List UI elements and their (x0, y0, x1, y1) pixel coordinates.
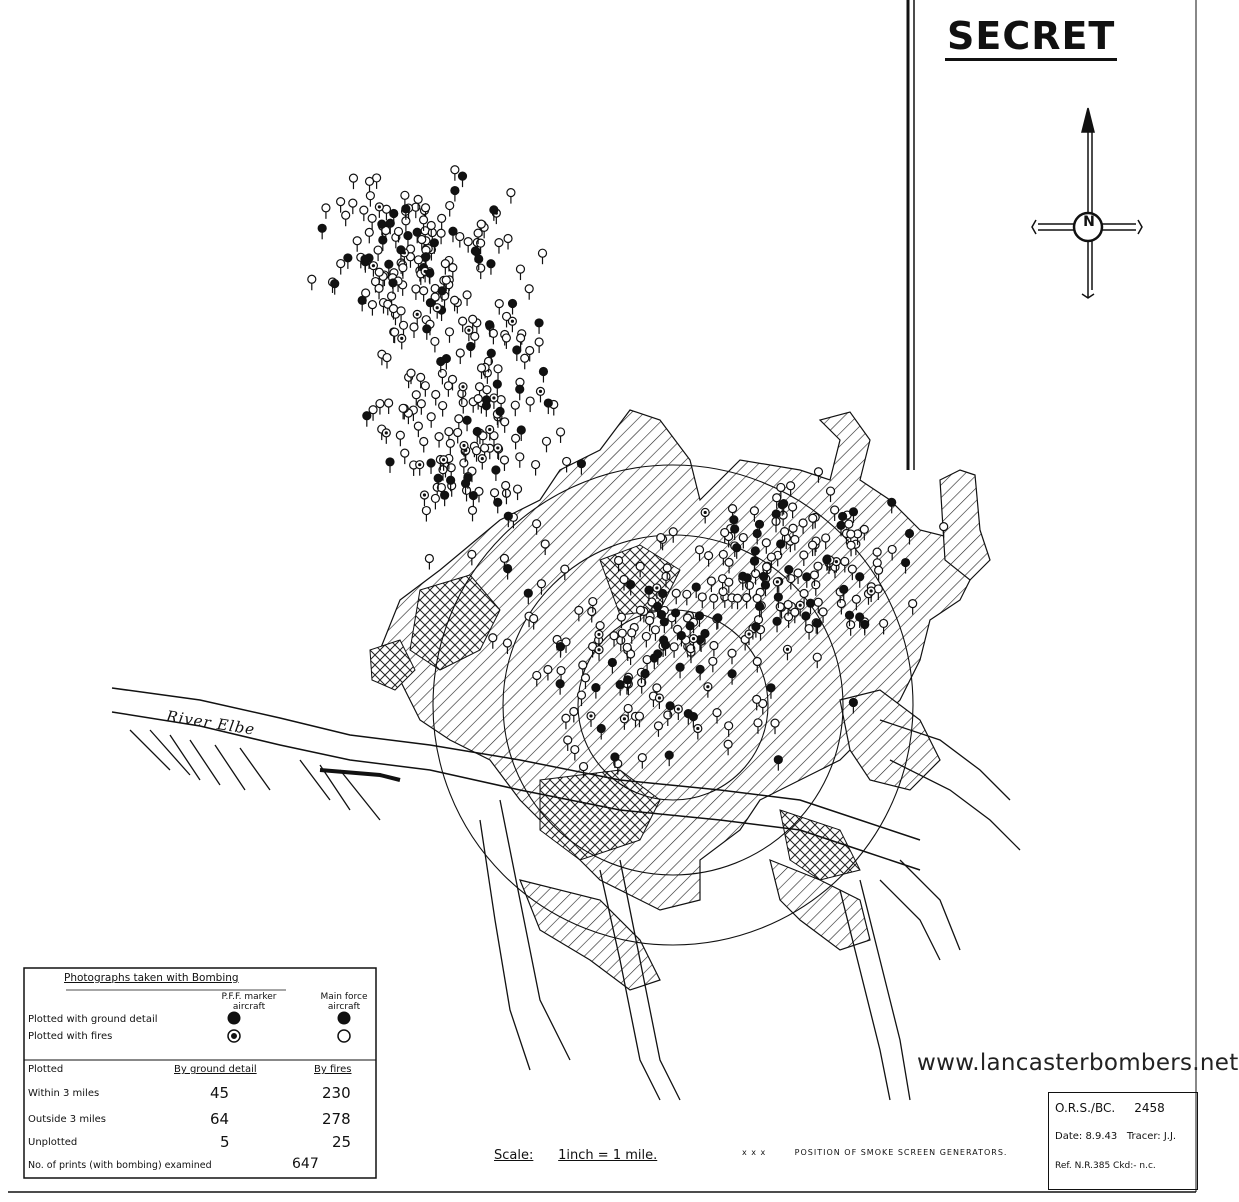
pff-fires-symbol (416, 461, 424, 476)
pff-ground-symbol (494, 498, 502, 513)
built-up-areas (370, 410, 990, 990)
main-ground-symbol (509, 300, 517, 315)
main-fires-symbol (501, 418, 509, 433)
main-ground-symbol (463, 416, 471, 431)
pff-ground-symbol (427, 459, 435, 474)
main-ground-symbol (467, 342, 475, 357)
main-fires-symbol (446, 202, 454, 217)
main-fires-symbol (507, 189, 515, 204)
pff-fires-symbol (398, 334, 406, 349)
main-fires-symbol (383, 354, 391, 369)
main-fires-symbol (353, 237, 361, 252)
main-ground-symbol (487, 260, 495, 275)
main-fires-symbol (511, 401, 519, 416)
main-fires-symbol (542, 437, 550, 452)
north-indicator: N (1083, 214, 1095, 230)
pff-ground-symbol (363, 412, 371, 427)
pff-fires-symbol (433, 304, 441, 319)
ref-number: 2458 (1134, 1101, 1165, 1115)
smoke-screen-label: POSITION OF SMOKE SCREEN GENERATORS. (794, 1148, 1008, 1157)
main-fires-symbol (385, 399, 393, 414)
ref-ors: O.R.S./BC. (1055, 1101, 1116, 1115)
legend-examined-label: No. of prints (with bombing) examined (28, 1160, 212, 1171)
main-fires-symbol (502, 489, 510, 504)
scale-label: Scale: (494, 1148, 534, 1163)
main-fires-symbol (431, 494, 439, 509)
main-ground-symbol (344, 254, 352, 269)
main-fires-symbol (441, 260, 449, 275)
main-fires-symbol (349, 199, 357, 214)
main-fires-symbol (557, 428, 565, 443)
legend-row-label: Within 3 miles (28, 1088, 100, 1099)
main-ground-symbol (389, 279, 397, 294)
main-fires-symbol (337, 260, 345, 275)
legend-row-label: Outside 3 miles (28, 1114, 106, 1125)
smoke-screen-note (742, 1148, 1007, 1157)
main-fires-symbol (439, 402, 447, 417)
legend-head-ground: By ground detail (174, 1064, 257, 1075)
main-ground-symbol (451, 187, 459, 202)
main-fires-symbol (337, 198, 345, 213)
main-fires-symbol (421, 382, 429, 397)
classification-stamp: SECRET (945, 14, 1117, 61)
main-fires-symbol (399, 264, 407, 279)
smoke-screen-symbol: x x x (742, 1148, 767, 1157)
main-fires-symbol (438, 369, 446, 384)
main-fires-symbol (521, 354, 529, 369)
main-ground-symbol (469, 492, 477, 507)
pff-fires-symbol (490, 394, 498, 409)
main-fires-symbol (451, 166, 459, 181)
main-fires-symbol (494, 365, 502, 380)
main-fires-symbol (349, 174, 357, 189)
main-fires-symbol (459, 399, 467, 414)
legend-col-pff: P.F.F. marker aircraft (221, 992, 277, 1012)
main-fires-symbol (489, 329, 497, 344)
main-fires-symbol (535, 338, 543, 353)
main-fires-symbol (504, 235, 512, 250)
main-fires-symbol (342, 211, 350, 226)
main-fires-symbol (477, 264, 485, 279)
legend-row-fires-value: 278 (322, 1110, 351, 1128)
main-fires-symbol (539, 249, 547, 264)
main-fires-symbol (391, 328, 399, 343)
pff-ground-symbol (426, 269, 434, 284)
legend-row-label: Unplotted (28, 1137, 78, 1148)
legend-title: Photographs taken with Bombing (64, 972, 239, 984)
pff-fires-symbol (375, 203, 383, 218)
pff-fires-symbol (508, 317, 516, 332)
pff-ground-symbol (397, 246, 405, 261)
main-fires-symbol (427, 413, 435, 428)
main-fires-symbol (463, 291, 471, 306)
main-ground-symbol (404, 232, 412, 247)
main-fires-symbol (417, 400, 425, 415)
ref-tracer: Tracer: J.J. (1126, 1131, 1177, 1142)
main-ground-symbol (535, 319, 543, 334)
main-fires-symbol (516, 453, 524, 468)
main-fires-symbol (432, 391, 440, 406)
main-fires-symbol (412, 285, 420, 300)
legend-row-ground-value: 45 (210, 1084, 230, 1102)
pff-ground-symbol (544, 399, 552, 414)
main-fires-symbol (444, 382, 452, 397)
main-fires-symbol (396, 431, 404, 446)
main-fires-symbol (526, 397, 534, 412)
pff-fires-symbol (420, 491, 428, 506)
main-fires-symbol (414, 422, 422, 437)
main-ground-symbol (386, 458, 394, 473)
legend-row-ground: Plotted with ground detail (28, 1014, 158, 1025)
main-fires-symbol (445, 328, 453, 343)
main-fires-symbol (360, 206, 368, 221)
main-ground-symbol (459, 172, 467, 187)
main-fires-symbol (456, 233, 464, 248)
ref-number-line: Ref. N.R.385 Ckd:- n.c. (1055, 1161, 1156, 1171)
main-fires-symbol (495, 239, 503, 254)
main-ground-symbol (516, 385, 524, 400)
main-fires-symbol (446, 439, 454, 454)
legend (24, 968, 376, 1178)
legend-head-fires: By fires (314, 1064, 352, 1075)
pff-ground-symbol (318, 224, 326, 239)
pff-fires-symbol (382, 429, 390, 444)
main-fires-symbol (435, 433, 443, 448)
main-fires-symbol (375, 284, 383, 299)
main-fires-symbol (322, 204, 330, 219)
pff-fires-symbol (536, 387, 544, 402)
pff-fires-symbol (494, 444, 502, 459)
main-fires-symbol (420, 437, 428, 452)
legend-head-plotted: Plotted (28, 1064, 64, 1075)
main-fires-symbol (460, 459, 468, 474)
main-fires-symbol (374, 246, 382, 261)
main-fires-symbol (425, 555, 433, 570)
main-fires-symbol (399, 404, 407, 419)
legend-col-main: Main force aircraft (320, 992, 368, 1012)
main-fires-symbol (366, 192, 374, 207)
main-fires-symbol (495, 300, 503, 315)
main-fires-symbol (431, 337, 439, 352)
main-fires-symbol (438, 214, 446, 229)
ref-date: Date: 8.9.43 (1055, 1131, 1118, 1142)
main-fires-symbol (502, 334, 510, 349)
compass-rose (1032, 108, 1142, 298)
pff-ground-symbol (423, 325, 431, 340)
main-fires-symbol (469, 506, 477, 521)
main-fires-symbol (420, 287, 428, 302)
main-ground-symbol (539, 367, 547, 382)
main-fires-symbol (456, 349, 464, 364)
main-fires-symbol (516, 265, 524, 280)
main-fires-symbol (514, 485, 522, 500)
main-fires-symbol (512, 434, 520, 449)
main-ground-symbol (493, 380, 501, 395)
main-fires-symbol (401, 449, 409, 464)
main-fires-symbol (376, 400, 384, 415)
main-fires-symbol (478, 364, 486, 379)
river-label: River Elbe (165, 707, 257, 739)
main-ground-symbol (358, 296, 366, 311)
legend-row-ground-value: 5 (220, 1133, 230, 1151)
main-fires-symbol (455, 415, 463, 430)
main-fires-symbol (532, 461, 540, 476)
legend-row-fires: Plotted with fires (28, 1031, 113, 1042)
watermark: www.lancasterbombers.net (917, 1050, 1239, 1076)
main-fires-symbol (454, 428, 462, 443)
pff-ground-symbol (492, 466, 500, 481)
main-ground-symbol (449, 227, 457, 242)
scale-value: 1inch = 1 mile. (558, 1148, 658, 1163)
legend-row-fires-value: 25 (332, 1133, 352, 1151)
legend-row-fires-value: 230 (322, 1084, 351, 1102)
main-fires-symbol (365, 228, 373, 243)
legend-examined-value: 647 (292, 1156, 319, 1172)
main-fires-symbol (308, 275, 316, 290)
main-fires-symbol (366, 177, 374, 192)
main-fires-symbol (500, 456, 508, 471)
map-scale (494, 1148, 657, 1163)
pff-fires-symbol (478, 455, 486, 470)
reference-box (1048, 1092, 1198, 1190)
main-ground-symbol (441, 491, 449, 506)
main-fires-symbol (525, 285, 533, 300)
legend-row-ground-value: 64 (210, 1110, 230, 1128)
main-fires-symbol (422, 507, 430, 522)
main-fires-symbol (397, 307, 405, 322)
main-fires-symbol (368, 214, 376, 229)
main-ground-symbol (361, 255, 369, 270)
main-ground-symbol (513, 346, 521, 361)
main-fires-symbol (368, 301, 376, 316)
